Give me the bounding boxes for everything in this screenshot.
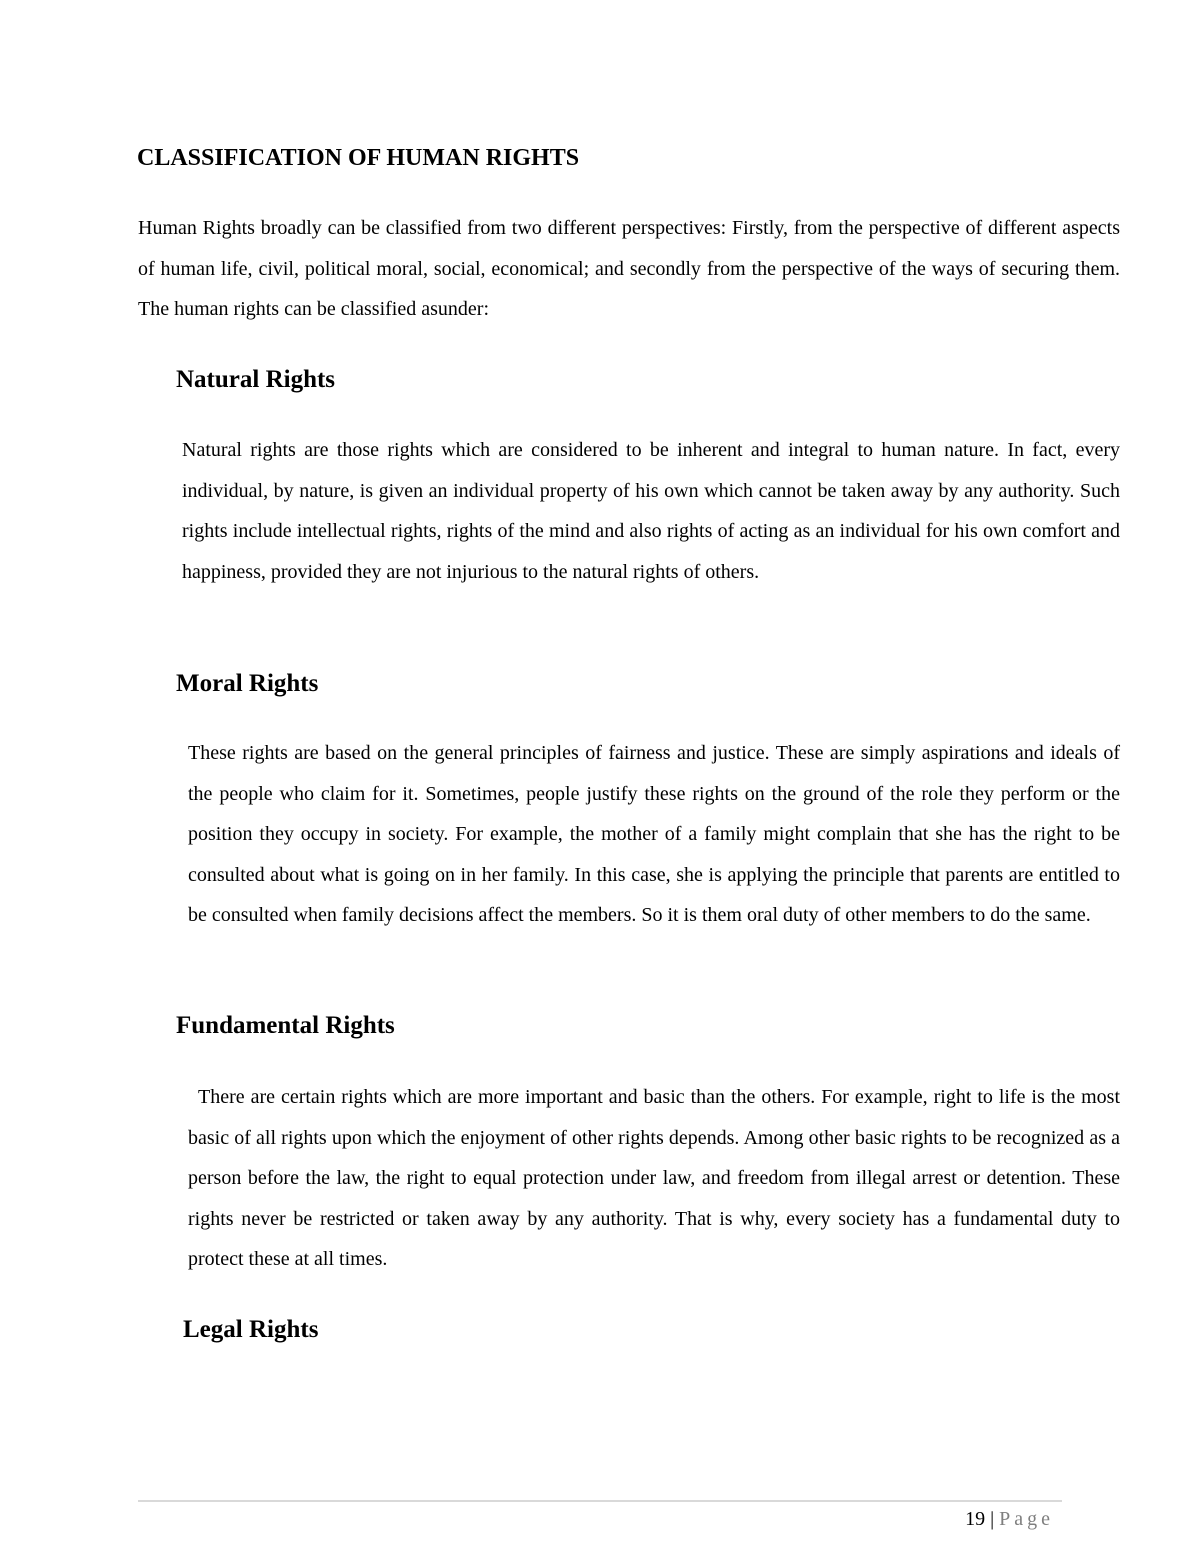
section-heading-moral-rights: Moral Rights [176, 670, 319, 697]
page-footer [965, 1506, 1054, 1532]
intro-paragraph: Human Rights broadly can be classified from two different perspectives: Firstly, from the perspective of different aspects of human life, civil, political moral, social, economical; and secondly from the perspective of the ways of securing them. The human rights can be classified asunder: [138, 217, 1120, 321]
page-title: CLASSIFICATION OF HUMAN RIGHTS [137, 145, 580, 171]
page-number: 19 [965, 1508, 986, 1530]
footer-separator: | [990, 1508, 995, 1530]
section-body-moral-rights: These rights are based on the general principles of fairness and justice. These are simply aspirations and ideals of the people who claim for it. Sometimes, people justify these rights on the ground of the role they perform or the position they occupy in society. For example, the mother of a family might complain that she has the right to be consulted about what is going on in her family. In this case, she is applying the principle that parents are entitled to be consulted when family decisions affect the members. So it is them oral duty of other members to do the same. [188, 742, 1120, 927]
section-heading-fundamental-rights: Fundamental Rights [176, 1012, 395, 1039]
section-heading-legal-rights: Legal Rights [183, 1316, 319, 1343]
section-heading-natural-rights: Natural Rights [176, 366, 336, 393]
section-body-fundamental-rights: There are certain rights which are more important and basic than the others. For example, right to life is the most basic of all rights upon which the enjoyment of other rights depends. Among other basic rights to be recognized as a person before the law, the right to equal protection under law, and freedom from illegal arrest or detention. These rights never be restricted or taken away by any authority. That is why, every society has a fundamental duty to protect these at all times. [188, 1086, 1120, 1271]
footer-divider [138, 1500, 1062, 1502]
page-label: Page [999, 1508, 1054, 1530]
section-body-natural-rights: Natural rights are those rights which are considered to be inherent and integral to human nature. In fact, every individual, by nature, is given an individual property of his own which cannot be taken away by any authority. Such rights include intellectual rights, rights of the mind and also rights of acting as an individual for his own comfort and happiness, provided they are not injurious to the natural rights of others. [182, 439, 1120, 583]
